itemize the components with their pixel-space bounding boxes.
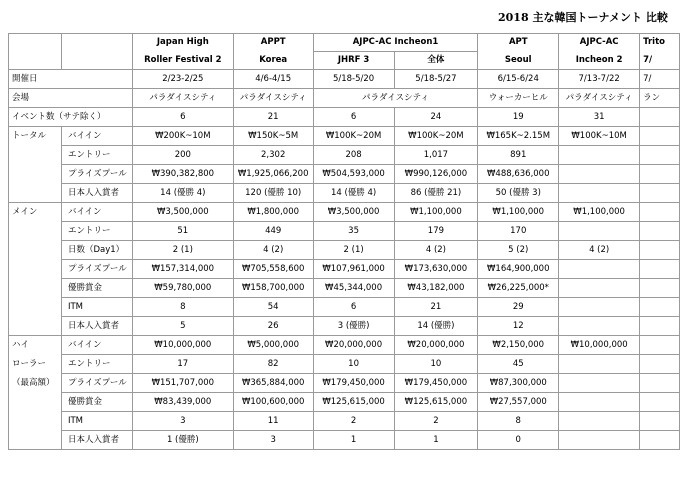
cell-value: 29	[478, 298, 559, 317]
cell-value: ₩20,000,000	[394, 336, 478, 355]
data-row	[9, 127, 680, 146]
cell-value: ₩390,382,800	[132, 165, 233, 184]
cell-value: 4/6-4/15	[233, 70, 313, 89]
cell-value: 11	[233, 412, 313, 431]
cell-value: ₩10,000,000	[132, 336, 233, 355]
cell-value: ₩158,700,000	[233, 279, 313, 298]
cell-value	[559, 355, 640, 374]
cell-value: パラダイスシティ	[233, 89, 313, 108]
cell-value: ₩1,100,000	[478, 203, 559, 222]
cell-value: 6	[132, 108, 233, 127]
row-label: イベント数（サテ除く）	[9, 108, 133, 127]
col-subheader-apt: Seoul	[478, 52, 559, 70]
cell-value: 6/15-6/24	[478, 70, 559, 89]
row-label: エントリー	[61, 355, 132, 374]
general-row	[9, 70, 680, 89]
cell-value: 50 (優勝 3)	[478, 184, 559, 203]
cell-value: ₩179,450,000	[394, 374, 478, 393]
col-header-jhrf2: Japan High	[132, 34, 233, 52]
section-name: ローラー	[9, 355, 62, 374]
cell-value: 14 (優勝 4)	[132, 184, 233, 203]
cell-value: ラン	[640, 89, 680, 108]
col-header-appt: APPT	[233, 34, 313, 52]
cell-value	[559, 298, 640, 317]
page-title: 2018 主な韓国トーナメント 比較	[498, 11, 668, 24]
cell-value	[559, 317, 640, 336]
cell-value	[640, 317, 680, 336]
cell-value: 449	[233, 222, 313, 241]
cell-value: 45	[478, 355, 559, 374]
data-row	[9, 336, 680, 355]
cell-value: パラダイスシティ	[559, 89, 640, 108]
section-label-cell	[9, 165, 62, 184]
cell-value	[640, 279, 680, 298]
cell-value: 54	[233, 298, 313, 317]
data-row	[9, 374, 680, 393]
cell-value: 208	[313, 146, 394, 165]
cell-value: ₩59,780,000	[132, 279, 233, 298]
section-label-cell	[9, 222, 62, 241]
cell-value: 200	[132, 146, 233, 165]
cell-value: 24	[394, 108, 478, 127]
cell-value: 14 (優勝 4)	[313, 184, 394, 203]
cell-value: ₩87,300,000	[478, 374, 559, 393]
comparison-table	[8, 33, 680, 450]
cell-value: 5 (2)	[478, 241, 559, 260]
cell-value	[640, 184, 680, 203]
data-row	[9, 203, 680, 222]
cell-value	[640, 146, 680, 165]
cell-value: 2	[313, 412, 394, 431]
cell-value: ₩20,000,000	[313, 336, 394, 355]
cell-value: 7/	[640, 70, 680, 89]
general-row	[9, 89, 680, 108]
data-row	[9, 431, 680, 450]
cell-value: 17	[132, 355, 233, 374]
col-header-ajpc-incheon1: AJPC-AC Incheon1	[313, 34, 478, 52]
cell-value: ₩83,439,000	[132, 393, 233, 412]
cell-value: 2 (1)	[313, 241, 394, 260]
data-row	[9, 279, 680, 298]
data-row	[9, 412, 680, 431]
col-header-ajpc: AJPC-AC	[559, 34, 640, 52]
cell-value: ₩43,182,000	[394, 279, 478, 298]
data-row	[9, 317, 680, 336]
cell-value: ₩165K~2.15M	[478, 127, 559, 146]
row-label: 日本人入賞者	[61, 184, 132, 203]
cell-value: ₩27,557,000	[478, 393, 559, 412]
cell-value	[640, 241, 680, 260]
row-label: エントリー	[61, 146, 132, 165]
row-label: 優勝賞金	[61, 279, 132, 298]
cell-value: 170	[478, 222, 559, 241]
cell-value: ₩125,615,000	[394, 393, 478, 412]
cell-value: 891	[478, 146, 559, 165]
cell-value: 21	[394, 298, 478, 317]
col-subheader-appt: Korea	[233, 52, 313, 70]
cell-value	[559, 165, 640, 184]
cell-value: 8	[478, 412, 559, 431]
cell-value	[640, 127, 680, 146]
cell-value: ₩3,500,000	[313, 203, 394, 222]
cell-value	[559, 431, 640, 450]
cell-value	[559, 184, 640, 203]
cell-value	[640, 412, 680, 431]
cell-value	[640, 298, 680, 317]
cell-value	[559, 279, 640, 298]
cell-value: 3	[132, 412, 233, 431]
cell-value: 5/18-5/20	[313, 70, 394, 89]
cell-value: 1	[313, 431, 394, 450]
cell-value: 120 (優勝 10)	[233, 184, 313, 203]
cell-value: ウォーカーヒル	[478, 89, 559, 108]
data-row	[9, 298, 680, 317]
cell-value: 2,302	[233, 146, 313, 165]
col-subheader-jhrf3: JHRF 3	[313, 52, 394, 70]
cell-value: 10	[313, 355, 394, 374]
data-row	[9, 184, 680, 203]
cell-value: 82	[233, 355, 313, 374]
cell-value: 31	[559, 108, 640, 127]
row-label: ITM	[61, 412, 132, 431]
cell-value: ₩3,500,000	[132, 203, 233, 222]
cell-value: 5/18-5/27	[394, 70, 478, 89]
cell-value: ₩26,225,000*	[478, 279, 559, 298]
section-name: トータル	[9, 127, 62, 146]
cell-value: ₩488,636,000	[478, 165, 559, 184]
cell-value: パラダイスシティ	[313, 89, 478, 108]
general-row	[9, 108, 680, 127]
cell-value	[640, 203, 680, 222]
cell-value: 3	[233, 431, 313, 450]
cell-value: ₩125,615,000	[313, 393, 394, 412]
cell-value: 35	[313, 222, 394, 241]
col-subheader-trito: 7/	[640, 52, 680, 70]
section-label-cell	[9, 241, 62, 260]
cell-value: 3 (優勝)	[313, 317, 394, 336]
cell-value: 1 (優勝)	[132, 431, 233, 450]
cell-value: 19	[478, 108, 559, 127]
cell-value	[559, 260, 640, 279]
section-label-cell	[9, 298, 62, 317]
cell-value: ₩2,150,000	[478, 336, 559, 355]
cell-value: 6	[313, 298, 394, 317]
cell-value: 51	[132, 222, 233, 241]
cell-value: 12	[478, 317, 559, 336]
cell-value: 2/23-2/25	[132, 70, 233, 89]
col-header-apt: APT	[478, 34, 559, 52]
cell-value: ₩200K~10M	[132, 127, 233, 146]
cell-value	[640, 222, 680, 241]
cell-value	[640, 374, 680, 393]
cell-value	[640, 165, 680, 184]
cell-value: 26	[233, 317, 313, 336]
data-row	[9, 241, 680, 260]
row-label: 日数（Day1）	[61, 241, 132, 260]
data-row	[9, 393, 680, 412]
header-row-1	[9, 34, 680, 52]
cell-value: 21	[233, 108, 313, 127]
cell-value: 4 (2)	[394, 241, 478, 260]
cell-value: ₩1,925,066,200	[233, 165, 313, 184]
cell-value: ₩990,126,000	[394, 165, 478, 184]
cell-value: ₩100K~20M	[313, 127, 394, 146]
row-label: ITM	[61, 298, 132, 317]
cell-value	[640, 260, 680, 279]
data-row	[9, 222, 680, 241]
col-subheader-total: 全体	[394, 52, 478, 70]
data-row	[9, 355, 680, 374]
cell-value	[559, 374, 640, 393]
row-label: 開催日	[9, 70, 133, 89]
row-label: プライズプール	[61, 165, 132, 184]
cell-value: ₩10,000,000	[559, 336, 640, 355]
section-label-cell	[9, 279, 62, 298]
cell-value	[640, 108, 680, 127]
cell-value: 6	[313, 108, 394, 127]
cell-value: 14 (優勝)	[394, 317, 478, 336]
cell-value: 4 (2)	[559, 241, 640, 260]
cell-value: ₩100,600,000	[233, 393, 313, 412]
row-label: バイイン	[61, 203, 132, 222]
cell-value: 179	[394, 222, 478, 241]
section-label-cell	[9, 393, 62, 412]
cell-value: ₩1,100,000	[394, 203, 478, 222]
cell-value: ₩150K~5M	[233, 127, 313, 146]
data-row	[9, 165, 680, 184]
cell-value: 86 (優勝 21)	[394, 184, 478, 203]
section-label-cell	[9, 317, 62, 336]
cell-value: 1,017	[394, 146, 478, 165]
cell-value: ₩705,558,600	[233, 260, 313, 279]
cell-value	[640, 336, 680, 355]
row-label: プライズプール	[61, 260, 132, 279]
row-label: 優勝賞金	[61, 393, 132, 412]
col-header-trito: Trito	[640, 34, 680, 52]
section-name: （最高額）	[9, 374, 62, 393]
cell-value	[559, 146, 640, 165]
header-row-2	[9, 52, 680, 70]
cell-value: ₩179,450,000	[313, 374, 394, 393]
cell-value: ₩1,800,000	[233, 203, 313, 222]
cell-value: 7/13-7/22	[559, 70, 640, 89]
cell-value: ₩164,900,000	[478, 260, 559, 279]
cell-value	[559, 412, 640, 431]
section-label-cell	[9, 431, 62, 450]
section-name: メイン	[9, 203, 62, 222]
cell-value: ₩151,707,000	[132, 374, 233, 393]
cell-value: ₩100K~10M	[559, 127, 640, 146]
cell-value: パラダイスシティ	[132, 89, 233, 108]
cell-value: ₩1,100,000	[559, 203, 640, 222]
cell-value: 1	[394, 431, 478, 450]
cell-value: 5	[132, 317, 233, 336]
cell-value: ₩5,000,000	[233, 336, 313, 355]
row-label: プライズプール	[61, 374, 132, 393]
section-name: ハイ	[9, 336, 62, 355]
cell-value: 8	[132, 298, 233, 317]
section-label-cell	[9, 146, 62, 165]
cell-value: ₩365,884,000	[233, 374, 313, 393]
cell-value	[640, 431, 680, 450]
row-label: 会場	[9, 89, 133, 108]
cell-value: 2 (1)	[132, 241, 233, 260]
cell-value: 0	[478, 431, 559, 450]
cell-value: ₩173,630,000	[394, 260, 478, 279]
cell-value: ₩100K~20M	[394, 127, 478, 146]
row-label: バイイン	[61, 336, 132, 355]
col-subheader-jhrf2: Roller Festival 2	[132, 52, 233, 70]
cell-value	[559, 393, 640, 412]
cell-value: ₩107,961,000	[313, 260, 394, 279]
row-label: 日本人入賞者	[61, 317, 132, 336]
cell-value: 2	[394, 412, 478, 431]
cell-value: ₩157,314,000	[132, 260, 233, 279]
row-label: バイイン	[61, 127, 132, 146]
data-row	[9, 260, 680, 279]
cell-value	[559, 222, 640, 241]
section-label-cell	[9, 184, 62, 203]
data-row	[9, 146, 680, 165]
cell-value: 4 (2)	[233, 241, 313, 260]
row-label: 日本人入賞者	[61, 431, 132, 450]
row-label: エントリー	[61, 222, 132, 241]
cell-value: ₩45,344,000	[313, 279, 394, 298]
cell-value	[640, 355, 680, 374]
col-subheader-ajpc: Incheon 2	[559, 52, 640, 70]
cell-value: 10	[394, 355, 478, 374]
section-label-cell	[9, 260, 62, 279]
cell-value	[640, 393, 680, 412]
section-label-cell	[9, 412, 62, 431]
cell-value: ₩504,593,000	[313, 165, 394, 184]
